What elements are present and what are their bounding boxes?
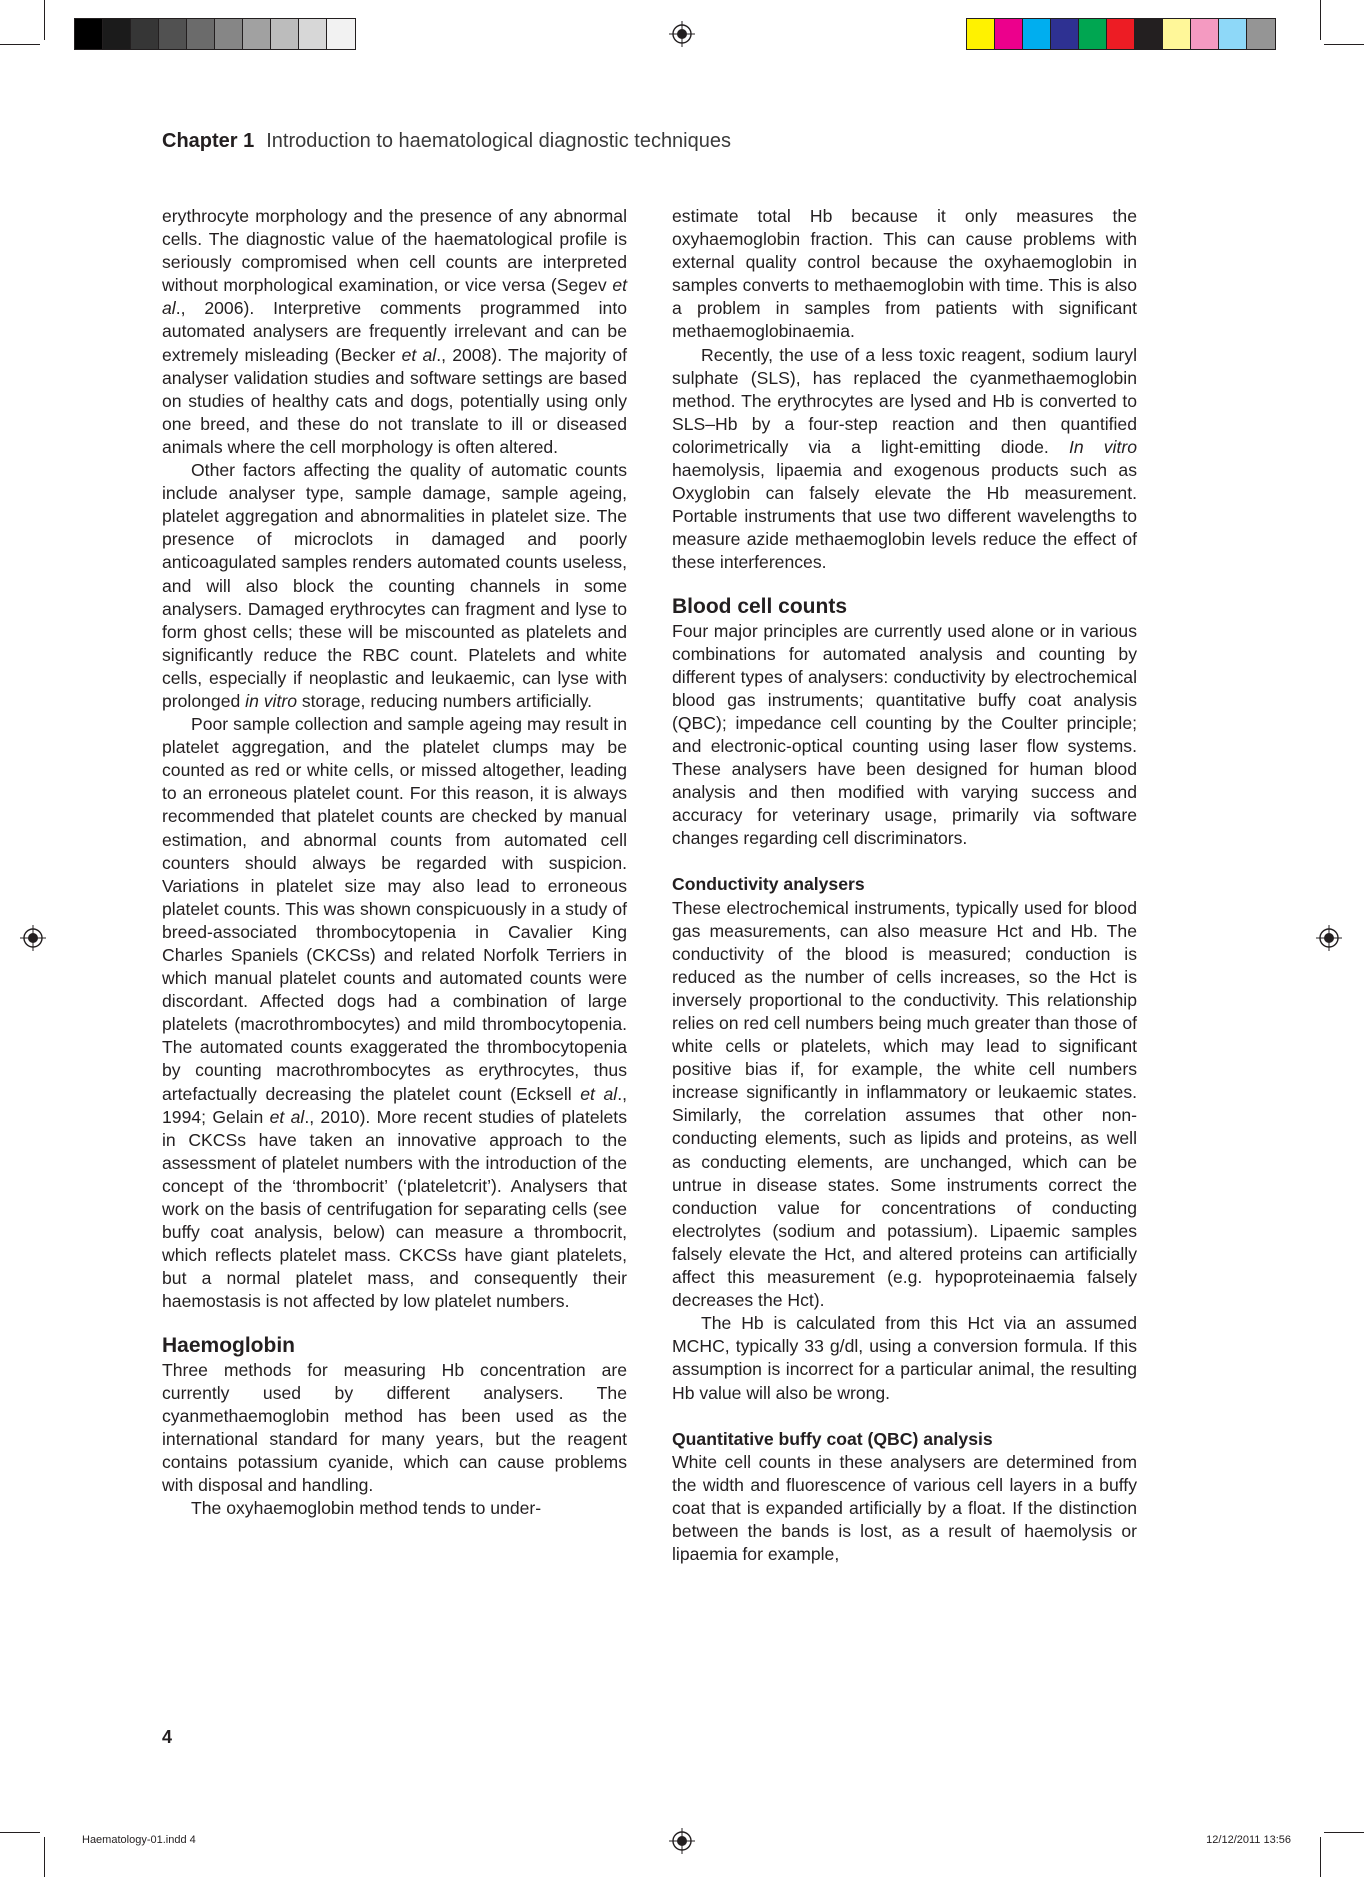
paragraph: White cell counts in these analysers are determined from the width and fluorescence of various cell layers in a buffy coat that is expanded artificially by a float. If the distinction between the bands is lost, as a result of haemolysis or lipaemia for example, <box>672 1451 1137 1565</box>
color-swatch <box>243 19 271 49</box>
section-heading-blood-cell-counts: Blood cell counts <box>672 594 848 618</box>
registration-mark-icon <box>669 1828 695 1854</box>
color-swatch <box>1191 19 1219 49</box>
color-swatch <box>103 19 131 49</box>
subheading-qbc-analysis: Quantitative buffy coat (QBC) analysis <box>672 1428 993 1449</box>
paragraph: The oxyhaemoglobin method tends to under- <box>191 1498 542 1519</box>
crop-mark <box>1324 1832 1364 1833</box>
crop-mark <box>0 44 40 45</box>
paragraph: Other factors affecting the quality of automatic counts include analyser type, sample damage, sample ageing, platelet aggregation and abnormalities in platelet size. The presence of microclots in damaged and poorly anticoagulated samples renders automated counts useless, and will also block the counting channels in some analysers. Damaged erythrocytes can fragment and lyse to form ghost cells; these will be miscounted as platelets and significantly reduce the RBC count. Platelets and white cells, especially if neoplastic and leukaemic, can lyse with prolonged in vitro storage, reducing numbers artificially. <box>162 460 627 711</box>
color-swatch <box>1163 19 1191 49</box>
paragraph: Recently, the use of a less toxic reagent, sodium lauryl sulphate (SLS), has replaced the cyanmethaemoglobin method. The erythrocytes are lysed and Hb is converted to SLS–Hb by a four-step reaction and then quantified colorimetrically via a light-emitting diode. In vitro haemolysis, lipaemia and exogenous products such as Oxyglobin can falsely elevate the Hb measurement. Portable instruments that use two different wavelengths to measure azide methaemoglobin levels reduce the effect of these interferences. <box>672 344 1137 573</box>
color-swatch <box>159 19 187 49</box>
paragraph: estimate total Hb because it only measures the oxyhaemoglobin fraction. This can cause problems with external quality control because the oxyhaemoglobin in samples converts to methaemoglobin with time. This is also a problem in samples from patients with significant methaemoglobinaemia. <box>672 206 1137 342</box>
color-swatch <box>215 19 243 49</box>
color-swatch <box>1051 19 1079 49</box>
color-swatch <box>1135 19 1163 49</box>
paragraph: Four major principles are currently used alone or in various combinations for automated analysis and counting by different types of analysers: conductivity by electrochemical blood gas instruments; quantitative buffy coat analysis (QBC); impedance cell counting by the Coulter principle; and electronic-optical counting using laser flow systems. These analysers have been designed for human blood analysis and then modified with varying success and accuracy for veterinary usage, primarily via software changes regarding cell discriminators. <box>672 620 1137 849</box>
registration-mark-icon <box>1316 925 1342 951</box>
section-heading-haemoglobin: Haemoglobin <box>162 1333 296 1357</box>
page-number: 4 <box>162 1727 173 1747</box>
running-head <box>162 130 731 153</box>
paragraph: The Hb is calculated from this Hct via an assumed MCHC, typically 33 g/dl, using a conversion formula. If this assumption is incorrect for a particular animal, the resulting Hb value will also be wrong. <box>672 1313 1137 1403</box>
subheading-conductivity-analysers: Conductivity analysers <box>672 874 865 895</box>
color-swatch <box>75 19 103 49</box>
paragraph: erythrocyte morphology and the presence of any abnormal cells. The diagnostic value of the haematological profile is seriously compromised when cell counts are interpreted without morphological examination, or vice versa (Segev et al., 2006). Interpretive comments programmed into automated analysers are frequently irrelevant and can be extremely misleading (Becker et al., 2008). The majority of analyser validation studies and software settings are based on studies of healthy cats and dogs, potentially using only one breed, and these do not translate to ill or diseased animals where the cell morphology is often altered. <box>162 206 627 457</box>
crop-mark <box>44 0 45 40</box>
registration-mark-icon <box>20 925 46 951</box>
paragraph: Poor sample collection and sample ageing may result in platelet aggregation, and the platelet clumps may be counted as red or white cells, or missed altogether, leading to an erroneous platelet count. For this reason, it is always recommended that platelet counts are checked by manual estimation, and abnormal counts from automated cell counters should always be regarded with suspicion. Variations in platelet size may also lead to erroneous platelet counts. This was shown conspicuously in a study of breed-associated thrombocytopenia in Cavalier King Charles Spaniels (CKCSs) and related Norfolk Terriers in which manual platelet counts and automated counts were discordant. Affected dogs had a combination of large platelets (macrothrombocytes) and mild thrombocytopenia. The automated counts exaggerated the thrombocytopenia by counting macrothrombocytes as erythrocytes, thus artefactually decreasing the platelet count (Ecksell et al., 1994; Gelain et al., 2010). More recent studies of platelets in CKCSs have taken an innovative approach to the assessment of platelet numbers with the introduction of the concept of the ‘thrombocrit’ (‘plateletcrit’). Analysers that work on the basis of centrifugation for separating cells (see buffy coat analysis, below) can measure a thrombocrit, which reflects platelet mass. CKCSs have giant platelets, but a normal platelet mass, and consequently their haemostasis is not affected by low platelet numbers. <box>162 714 627 1312</box>
slug-datetime: 12/12/2011 13:56 <box>1206 1834 1291 1846</box>
color-swatch <box>187 19 215 49</box>
greyscale-color-bar <box>74 18 356 50</box>
crop-mark <box>1320 1837 1321 1877</box>
crop-mark <box>1320 0 1321 40</box>
color-swatch <box>327 19 355 49</box>
color-swatch <box>1023 19 1051 49</box>
color-swatch <box>967 19 995 49</box>
crop-mark <box>0 1832 40 1833</box>
paragraph: Three methods for measuring Hb concentration are currently used by different analysers. The cyanmethaemoglobin method has been used as the international standard for many years, but the reagent contains potassium cyanide, which can cause problems with disposal and handling. <box>162 1359 627 1495</box>
color-swatch <box>995 19 1023 49</box>
color-swatch <box>1107 19 1135 49</box>
color-swatch <box>1079 19 1107 49</box>
color-swatch <box>131 19 159 49</box>
right-column <box>672 205 1137 1566</box>
crop-mark <box>44 1837 45 1877</box>
slug-filename: Haematology-01.indd 4 <box>82 1834 196 1846</box>
paragraph: These electrochemical instruments, typically used for blood gas measurements, can also measure Hct and Hb. The conductivity of the blood is measured; conduction is reduced as the number of cells increases, so the Hct is inversely proportional to the conductivity. This relationship relies on red cell numbers being much greater than those of white cells or platelets, which may lead to significant positive bias if, for example, the white cell numbers increase significantly in inflammatory or leukaemic states. Similarly, the correlation assumes that other non-conducting elements, such as lipids and proteins, as well as conducting elements, are unchanged, which can be untrue in disease states. Some instruments correct the conduction value for concentrations of conducting electrolytes (sodium and potassium). Lipaemic samples falsely elevate the Hct, and altered proteins can artificially affect this measurement (e.g. hypoproteinaemia falsely decreases the Hct). <box>672 897 1137 1311</box>
registration-mark-icon <box>669 21 695 47</box>
crop-mark <box>1324 44 1364 45</box>
chapter-label: Chapter 1 <box>162 130 255 152</box>
color-swatch <box>271 19 299 49</box>
color-swatch <box>1219 19 1247 49</box>
color-swatch <box>299 19 327 49</box>
left-column <box>162 205 627 1520</box>
chapter-title: Introduction to haematological diagnostic techniques <box>266 130 731 152</box>
color-swatch <box>1247 19 1275 49</box>
process-color-bar <box>966 18 1276 50</box>
